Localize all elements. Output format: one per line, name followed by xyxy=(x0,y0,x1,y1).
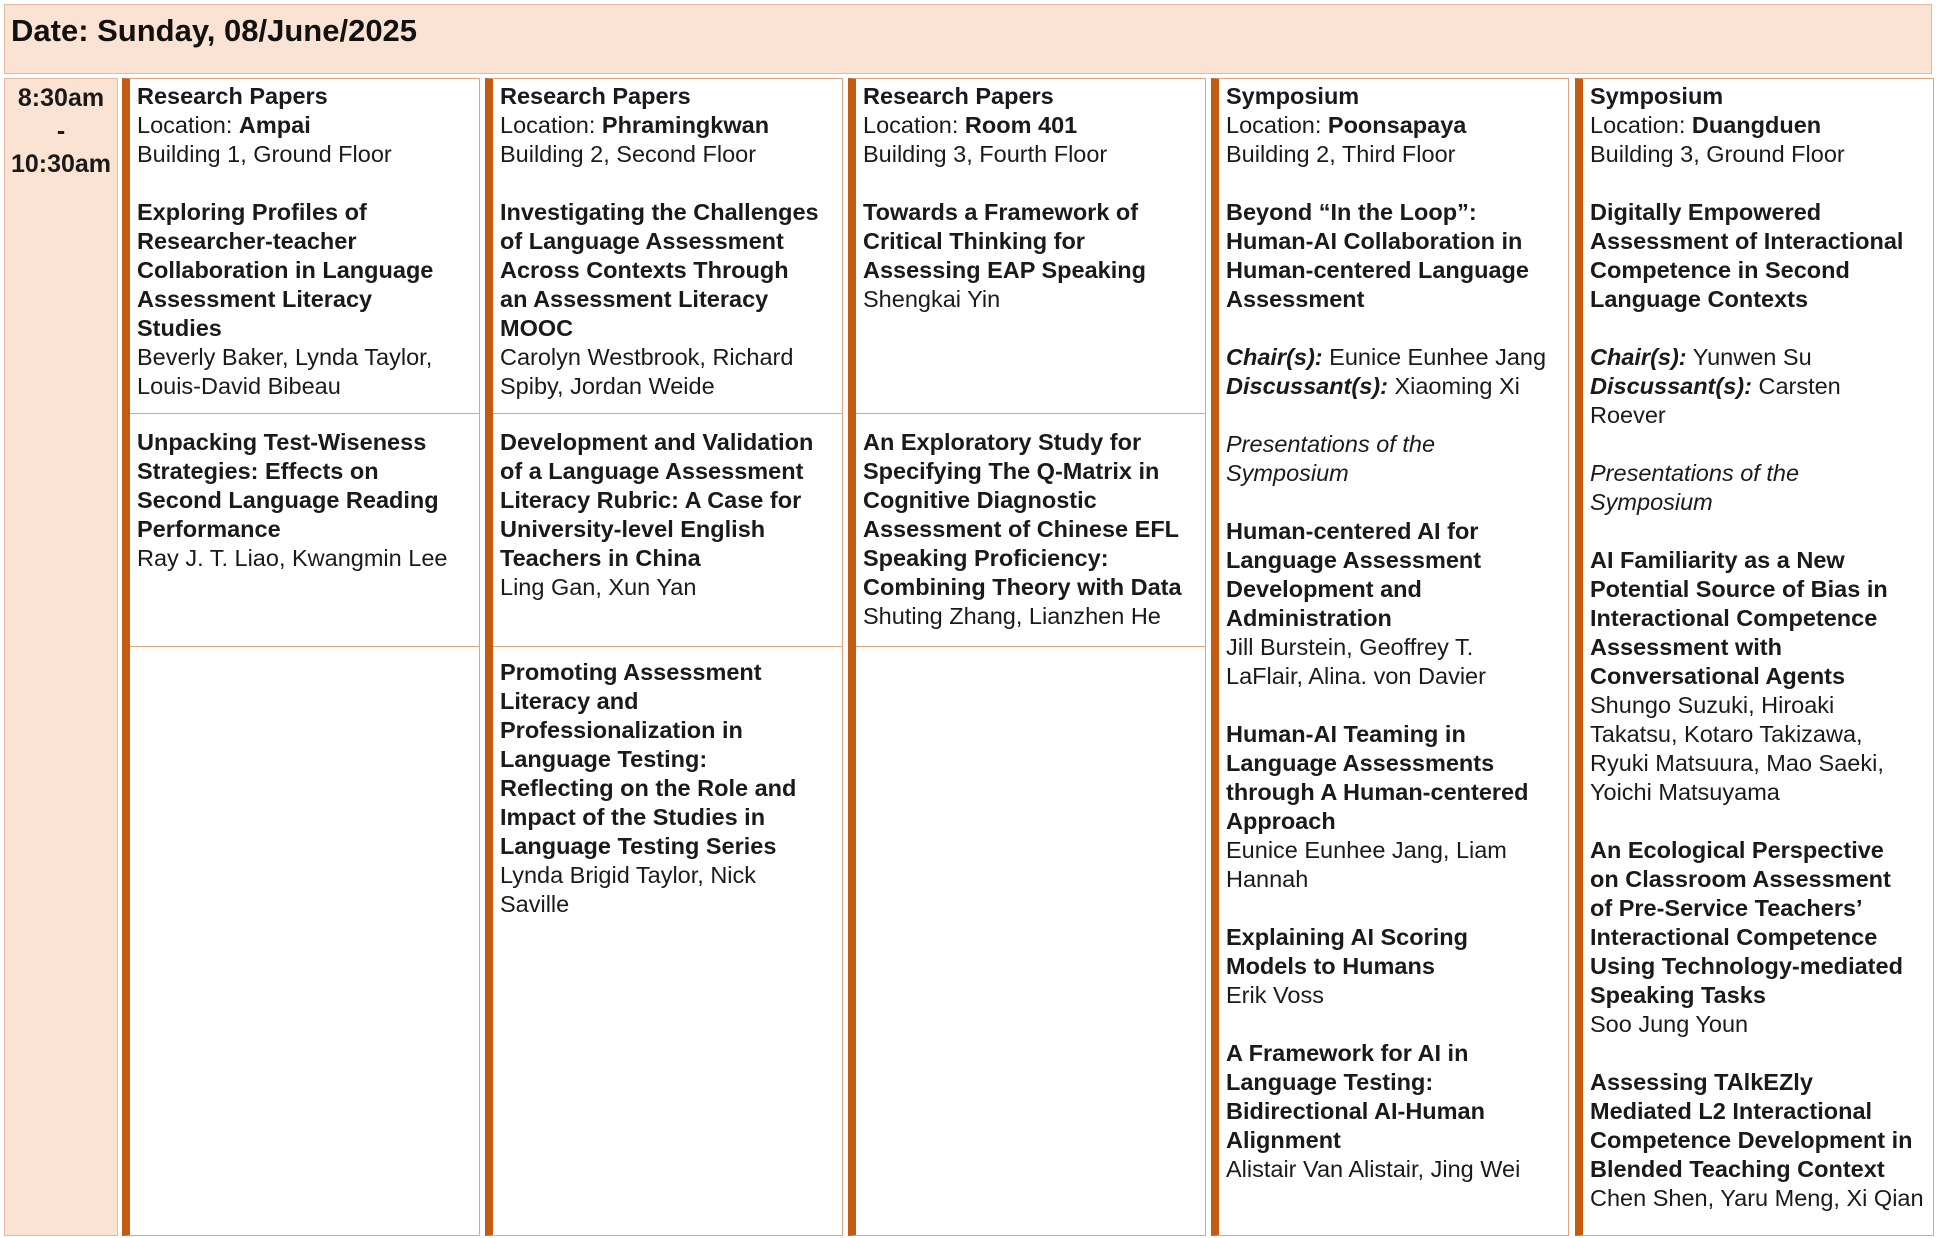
paper-title: of a Language Assessment xyxy=(500,458,804,484)
paper-authors: Lynda Brigid Taylor, Nick xyxy=(500,862,757,888)
presentation-authors: Hannah xyxy=(1226,866,1309,892)
paper-title: Language Testing: xyxy=(500,746,708,772)
symposium-title: Competence in Second xyxy=(1590,257,1850,283)
session-header xyxy=(1590,82,1845,169)
paper-title: An Exploratory Study for xyxy=(863,429,1142,455)
time-dash: - xyxy=(56,117,66,145)
session-location: Location: Ampai xyxy=(137,112,311,138)
paper-entry xyxy=(500,658,796,919)
presentations-label: Presentations of the xyxy=(1226,431,1436,457)
paper-title: University-level English xyxy=(500,516,766,542)
presentation-title: Language Assessment xyxy=(1226,547,1482,573)
paper-title: Cognitive Diagnostic xyxy=(863,487,1097,513)
presentation-title: Speaking Tasks xyxy=(1590,982,1766,1008)
presentation-title: Administration xyxy=(1226,605,1392,631)
presentation-title: Alignment xyxy=(1226,1127,1341,1153)
row-divider xyxy=(493,646,843,647)
paper-authors: Shuting Zhang, Lianzhen He xyxy=(863,603,1161,629)
paper-title: Collaboration in Language xyxy=(137,257,434,283)
presentation-authors: Chen Shen, Yaru Meng, Xi Qian xyxy=(1590,1185,1924,1211)
session-building: Building 2, Third Floor xyxy=(1226,141,1456,167)
paper-title: Researcher-teacher xyxy=(137,228,357,254)
session-header xyxy=(137,82,392,169)
symposium-discussant-cont: Roever xyxy=(1590,402,1666,428)
symposium-title: Human-centered Language xyxy=(1226,257,1529,283)
paper-title: Across Contexts Through xyxy=(500,257,789,283)
paper-title: Specifying The Q-Matrix in xyxy=(863,458,1160,484)
presentations-label: Symposium xyxy=(1590,489,1713,515)
session-type: Symposium xyxy=(1590,83,1724,109)
presentation-authors: Takatsu, Kotaro Takizawa, xyxy=(1590,721,1863,747)
presentations-label: Presentations of the xyxy=(1590,460,1800,486)
paper-authors: Spiby, Jordan Weide xyxy=(500,373,715,399)
row-divider xyxy=(130,646,480,647)
paper-title: Teachers in China xyxy=(500,545,701,571)
paper-title: Assessing EAP Speaking xyxy=(863,257,1146,283)
paper-title: Studies xyxy=(137,315,222,341)
paper-title: Unpacking Test-Wiseness xyxy=(137,429,427,455)
presentation-authors: LaFlair, Alina. von Davier xyxy=(1226,663,1486,689)
symposium-title: Assessment of Interactional xyxy=(1590,228,1904,254)
presentation-title: AI Familiarity as a New xyxy=(1590,547,1845,573)
presentation-authors: Jill Burstein, Geoffrey T. xyxy=(1226,634,1474,660)
presentation-title: Competence Development in xyxy=(1590,1127,1913,1153)
presentation-authors: Eunice Eunhee Jang, Liam xyxy=(1226,837,1507,863)
symposium-chair: Chair(s): Yunwen Su xyxy=(1590,344,1812,370)
presentation-authors: Yoichi Matsuyama xyxy=(1590,779,1780,805)
session-building: Building 3, Fourth Floor xyxy=(863,141,1108,167)
presentation-title: Explaining AI Scoring xyxy=(1226,924,1468,950)
session-type: Research Papers xyxy=(500,83,691,109)
paper-authors: Shengkai Yin xyxy=(863,286,1001,312)
symposium-discussant: Discussant(s): Carsten xyxy=(1590,373,1841,399)
presentation-title: through A Human-centered xyxy=(1226,779,1529,805)
paper-title: Investigating the Challenges xyxy=(500,199,819,225)
paper-title: an Assessment Literacy xyxy=(500,286,769,312)
presentation-title: Approach xyxy=(1226,808,1336,834)
presentation-authors: Ryuki Matsuura, Mao Saeki, xyxy=(1590,750,1884,776)
paper-entry xyxy=(863,198,1146,314)
presentation-title: A Framework for AI in xyxy=(1226,1040,1469,1066)
paper-title: Reflecting on the Role and xyxy=(500,775,797,801)
presentation-title: Language Assessments xyxy=(1226,750,1495,776)
symposium-title: Human-AI Collaboration in xyxy=(1226,228,1523,254)
symposium-title: Digitally Empowered xyxy=(1590,199,1822,225)
presentation-title: Potential Source of Bias in xyxy=(1590,576,1888,602)
paper-title: Exploring Profiles of xyxy=(137,199,367,225)
session-type: Research Papers xyxy=(863,83,1054,109)
presentation-title: Assessing TAlkEZly xyxy=(1590,1069,1813,1095)
session-header xyxy=(863,82,1107,169)
paper-title: Impact of the Studies in xyxy=(500,804,766,830)
row-divider xyxy=(493,413,843,414)
paper-title: Critical Thinking for xyxy=(863,228,1085,254)
row-divider xyxy=(856,413,1206,414)
presentation-title: Models to Humans xyxy=(1226,953,1435,979)
paper-title: Assessment Literacy xyxy=(137,286,373,312)
paper-authors: Ray J. T. Liao, Kwangmin Lee xyxy=(137,545,448,571)
paper-title: Assessment of Chinese EFL xyxy=(863,516,1180,542)
symposium-title: Assessment xyxy=(1226,286,1365,312)
presentation-title: Development and xyxy=(1226,576,1422,602)
presentation-title: Bidirectional AI-Human xyxy=(1226,1098,1485,1124)
session-location: Location: Room 401 xyxy=(863,112,1078,138)
paper-authors: Beverly Baker, Lynda Taylor, xyxy=(137,344,433,370)
paper-entry xyxy=(137,428,447,573)
presentation-authors: Erik Voss xyxy=(1226,982,1324,1008)
paper-title: Speaking Proficiency: xyxy=(863,545,1109,571)
date-header xyxy=(4,4,1932,74)
symposium-details xyxy=(1226,198,1546,1184)
session-building: Building 2, Second Floor xyxy=(500,141,757,167)
presentation-title: An Ecological Perspective xyxy=(1590,837,1884,863)
symposium-title: Beyond “In the Loop”: xyxy=(1226,199,1477,225)
time-slot xyxy=(4,78,118,1236)
session-building: Building 1, Ground Floor xyxy=(137,141,392,167)
paper-title: Second Language Reading xyxy=(137,487,439,513)
session-location: Location: Duangduen xyxy=(1590,112,1822,138)
time-end: 10:30am xyxy=(10,150,112,178)
presentation-title: Mediated L2 Interactional xyxy=(1590,1098,1873,1124)
presentation-title: Interactional Competence xyxy=(1590,605,1878,631)
presentation-title: Conversational Agents xyxy=(1590,663,1846,689)
paper-title: Combining Theory with Data xyxy=(863,574,1182,600)
session-type: Symposium xyxy=(1226,83,1360,109)
presentations-label: Symposium xyxy=(1226,460,1349,486)
presentation-authors: Alistair Van Alistair, Jing Wei xyxy=(1226,1156,1521,1182)
date-title: Date: Sunday, 08/June/2025 xyxy=(11,13,418,48)
paper-entry xyxy=(500,428,813,602)
paper-title: MOOC xyxy=(500,315,574,341)
paper-title: Language Testing Series xyxy=(500,833,777,859)
paper-title: Literacy and xyxy=(500,688,639,714)
paper-entry xyxy=(863,428,1182,631)
paper-title: Development and Validation xyxy=(500,429,814,455)
paper-title: Promoting Assessment xyxy=(500,659,762,685)
paper-entry xyxy=(500,198,819,401)
presentation-title: on Classroom Assessment xyxy=(1590,866,1891,892)
paper-authors: Carolyn Westbrook, Richard xyxy=(500,344,794,370)
row-divider xyxy=(130,413,480,414)
session-header xyxy=(1226,82,1466,169)
presentation-title: Language Testing: xyxy=(1226,1069,1434,1095)
session-header xyxy=(500,82,769,169)
presentation-authors: Shungo Suzuki, Hiroaki xyxy=(1590,692,1835,718)
presentation-title: Human-centered AI for xyxy=(1226,518,1479,544)
presentation-title: Using Technology-mediated xyxy=(1590,953,1903,979)
symposium-chair: Chair(s): Eunice Eunhee Jang xyxy=(1226,344,1547,370)
time-start: 8:30am xyxy=(17,84,105,112)
paper-entry xyxy=(137,198,433,401)
presentation-title: Blended Teaching Context xyxy=(1590,1156,1885,1182)
symposium-details xyxy=(1590,198,1924,1213)
presentation-title: Human-AI Teaming in xyxy=(1226,721,1466,747)
session-location: Location: Phramingkwan xyxy=(500,112,770,138)
session-location: Location: Poonsapaya xyxy=(1226,112,1467,138)
paper-title: of Language Assessment xyxy=(500,228,784,254)
row-divider xyxy=(856,646,1206,647)
paper-title: Literacy Rubric: A Case for xyxy=(500,487,802,513)
presentation-title: of Pre-Service Teachers’ xyxy=(1590,895,1863,921)
presentation-authors: Soo Jung Youn xyxy=(1590,1011,1749,1037)
paper-authors: Louis-David Bibeau xyxy=(137,373,341,399)
symposium-title: Language Contexts xyxy=(1590,286,1809,312)
session-type: Research Papers xyxy=(137,83,328,109)
paper-title: Strategies: Effects on xyxy=(137,458,379,484)
paper-authors: Ling Gan, Xun Yan xyxy=(500,574,697,600)
presentation-title: Assessment with xyxy=(1590,634,1782,660)
paper-title: Professionalization in xyxy=(500,717,743,743)
paper-authors: Saville xyxy=(500,891,570,917)
session-building: Building 3, Ground Floor xyxy=(1590,141,1845,167)
paper-title: Towards a Framework of xyxy=(863,199,1139,225)
symposium-discussant: Discussant(s): Xiaoming Xi xyxy=(1226,373,1520,399)
paper-title: Performance xyxy=(137,516,281,542)
presentation-title: Interactional Competence xyxy=(1590,924,1878,950)
